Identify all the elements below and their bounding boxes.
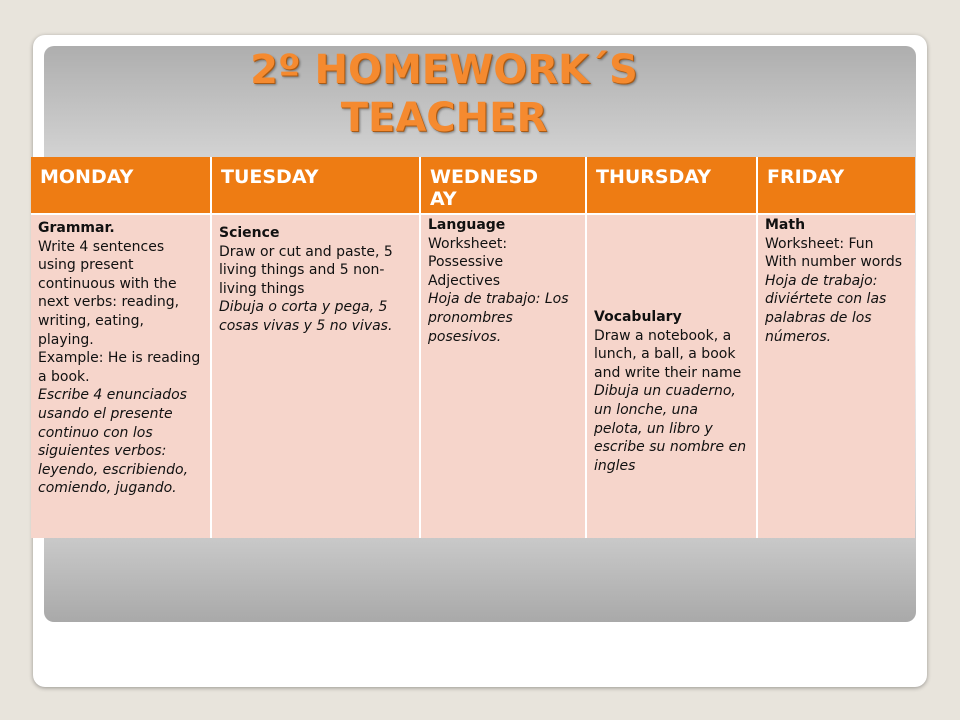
cell-title: Math — [765, 217, 806, 233]
cell-spanish-text: Dibuja o corta y pega, 5 cosas vivas y 5 no vivas. — [219, 299, 393, 334]
cell-title: Grammar. — [38, 220, 115, 236]
cell-thursday — [586, 214, 757, 538]
cell-title: Language — [428, 217, 506, 233]
header-tuesday: TUESDAY — [211, 157, 420, 214]
cell-wednesday — [420, 214, 586, 538]
cell-tuesday — [211, 214, 420, 538]
table-row — [31, 214, 915, 538]
slide-title — [44, 46, 844, 142]
header-row — [31, 157, 915, 214]
cell-friday — [757, 214, 915, 538]
cell-title: Science — [219, 225, 280, 241]
homework-table — [31, 157, 915, 538]
cell-title: Vocabulary — [594, 309, 682, 325]
header-friday: FRIDAY — [757, 157, 915, 214]
header-monday: MONDAY — [31, 157, 211, 214]
cell-spanish-text: Dibuja un cuaderno, un lonche, una pelota, un libro y escribe su nombre en ingles — [594, 383, 747, 474]
cell-english-text: Draw a notebook, a lunch, a ball, a book and write their name — [594, 327, 742, 381]
header-wednesday: WEDNESD AY — [420, 157, 586, 214]
title-line-1: 2º HOMEWORK´S — [250, 47, 638, 93]
cell-monday — [31, 214, 211, 538]
title-line-2: TEACHER — [340, 95, 548, 141]
cell-english-text: Write 4 sentences using present continuous with the next verbs: reading, writing, eating, playing. Example: He is reading a book. — [38, 238, 201, 385]
header-thursday: THURSDAY — [586, 157, 757, 214]
cell-english-text: Worksheet: Possessive Adjectives — [428, 235, 508, 289]
cell-spanish-text: Escribe 4 enunciados usando el presente continuo con los siguientes verbos: leyendo, escribiendo, comiendo, jugando. — [38, 387, 189, 497]
cell-spanish-text: Hoja de trabajo: diviértete con las palabras de los números. — [765, 272, 887, 345]
cell-english-text: Worksheet: Fun With number words — [765, 235, 903, 271]
cell-english-text: Draw or cut and paste, 5 living things and 5 non-living things — [219, 243, 393, 297]
cell-spanish-text: Hoja de trabajo: Los pronombres posesivos. — [428, 291, 569, 345]
